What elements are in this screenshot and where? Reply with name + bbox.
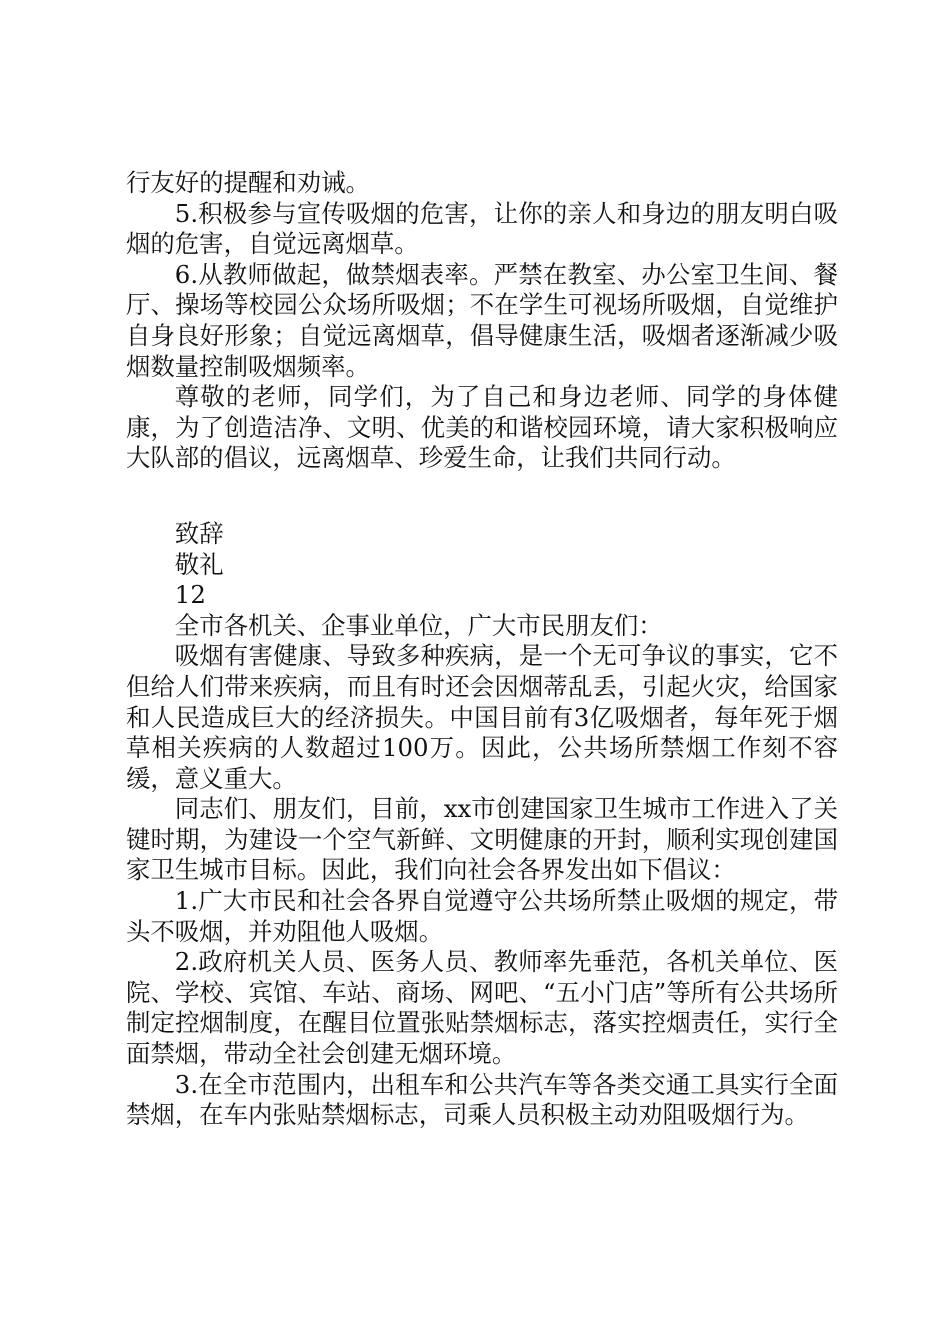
salutation-zhici: 致辞 [174, 518, 224, 548]
section-number: 12 [174, 580, 206, 610]
paragraph-item-1: 1.广大市民和社会各界自觉遵守公共场所禁止吸烟的规定，带头不吸烟，并劝阻他人吸烟。 [126, 886, 838, 946]
document-page [126, 168, 838, 1131]
paragraph-item-6: 6.从教师做起，做禁烟表率。严禁在教室、办公室卫生间、餐厅、操场等校园公众场所吸烟；不在学生可视场所吸烟，自觉维护自身良好形象；自觉远离烟草，倡导健康生活，吸烟者逐渐减少吸烟数量控制吸烟频率。 [126, 259, 838, 381]
paragraph-city-campaign: 同志们、朋友们，目前，xx市创建国家卫生城市工作进入了关键时期，为建设一个空气新鲜、文明健康的开封，顺利实现创建国家卫生城市目标。因此，我们向社会各界发出如下倡议： [126, 794, 838, 885]
paragraph-health-harm: 吸烟有害健康、导致多种疾病，是一个无可争议的事实，它不但给人们带来疾病，而且有时还会因烟蒂乱丢，引起火灾，给国家和人民造成巨大的经济损失。中国目前有3亿吸烟者，每年死于烟草相关疾病的人数超过100万。因此，公共场所禁烟工作刻不容缓，意义重大。 [126, 641, 838, 793]
paragraph-item-5: 5.积极参与宣传吸烟的危害，让你的亲人和身边的朋友明白吸烟的危害，自觉远离烟草。 [126, 198, 838, 259]
paragraph-item-2: 2.政府机关人员、医务人员、教师率先垂范，各机关单位、医院、学校、宾馆、车站、商场、网吧、“五小门店”等所有公共场所制定控烟制度，在醒目位置张贴禁烟标志，落实控烟责任，实行全面禁烟，带动全社会创建无烟环境。 [126, 947, 838, 1069]
blank-spacer [126, 474, 838, 519]
paragraph-item-3: 3.在全市范围内，出租车和公共汽车等各类交通工具实行全面禁烟，在车内张贴禁烟标志，司乘人员积极主动劝阻吸烟行为。 [126, 1069, 838, 1130]
paragraph-continuation: 行友好的提醒和劝诫。 [126, 168, 370, 197]
paragraph-closing-appeal: 尊敬的老师，同学们，为了自己和身边老师、同学的身体健康，为了创造洁净、文明、优美的和谐校园环境，请大家积极响应大队部的倡议，远离烟草、珍爱生命，让我们共同行动。 [126, 382, 838, 473]
salutation-jingli: 敬礼 [174, 549, 224, 579]
letter-address: 全市各机关、企事业单位，广大市民朋友们： [174, 610, 663, 640]
